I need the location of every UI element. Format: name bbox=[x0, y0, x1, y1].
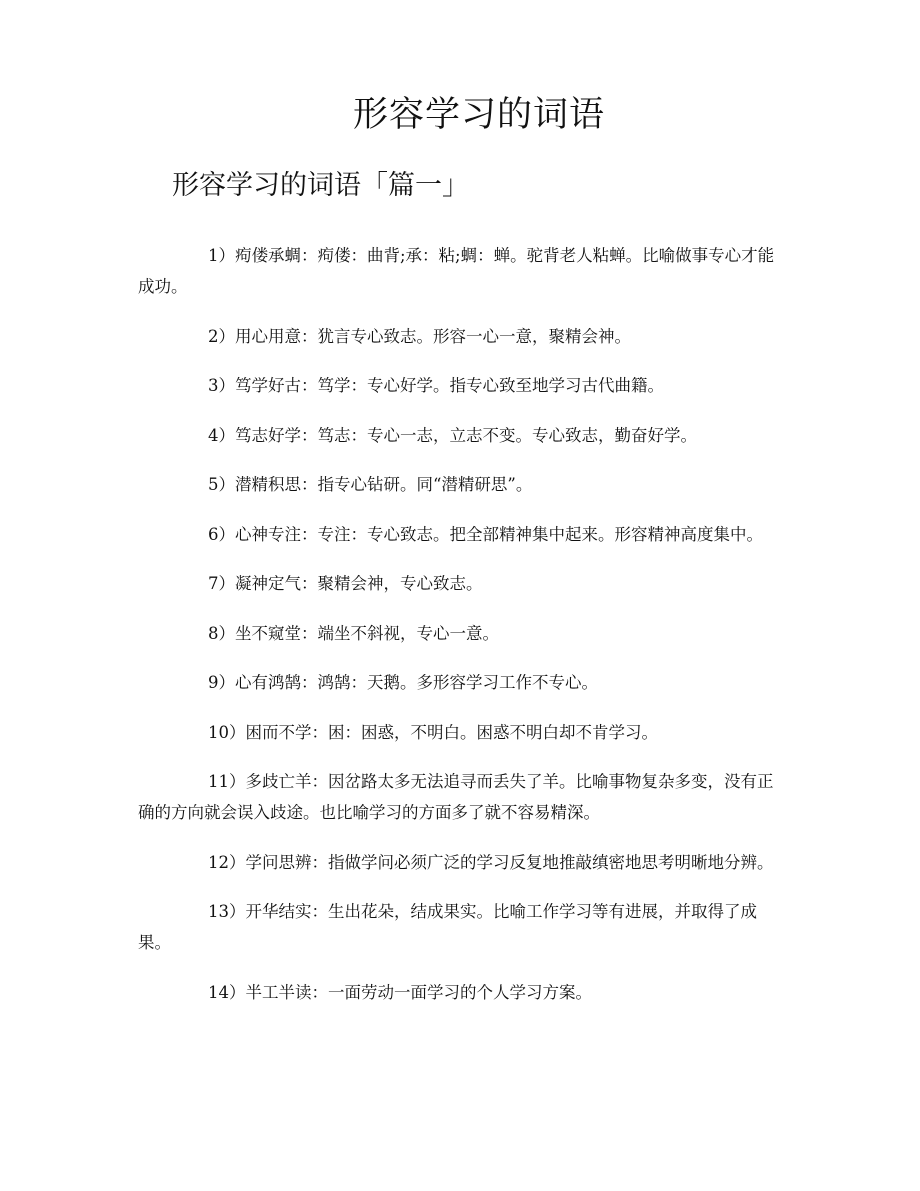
entry-number: 7） bbox=[208, 574, 235, 593]
entry-text: 半工半读：一面劳动一面学习的个人学习方案。 bbox=[245, 982, 592, 1002]
list-item bbox=[138, 977, 788, 1008]
entry-number: 1） bbox=[208, 246, 235, 265]
entry-text: 用心用意：犹言专心致志。形容一心一意，聚精会神。 bbox=[235, 326, 631, 346]
entry-number: 4） bbox=[208, 425, 235, 445]
entry-text: 学问思辨：指做学问必须广泛的学习反复地推敲缜密地思考明晰地分辨。 bbox=[245, 852, 774, 872]
entry-text: 笃志好学：笃志：专心一志，立志不变。专心致志，勤奋好学。 bbox=[235, 425, 697, 445]
entry-number: 14） bbox=[208, 982, 246, 1002]
document-title: 形容学习的词语 bbox=[352, 95, 605, 135]
entry-text: 痀偻承蜩：痀偻：曲背;承：粘;蜩：蝉。驼背老人粘蝉。比喻做事专心才能成功。 bbox=[138, 246, 775, 296]
entry-number: 5） bbox=[208, 475, 235, 494]
section-title: 形容学习的词语「篇一」 bbox=[172, 170, 469, 201]
list-item bbox=[138, 618, 788, 649]
entry-text: 坐不窥堂：端坐不斜视，专心一意。 bbox=[235, 623, 499, 643]
entry-list bbox=[138, 240, 788, 1026]
entry-number: 6） bbox=[208, 524, 235, 544]
entry-number: 10） bbox=[208, 722, 246, 742]
entry-number: 8） bbox=[208, 623, 235, 643]
list-item bbox=[138, 568, 788, 599]
entry-number: 3） bbox=[208, 376, 235, 395]
list-item bbox=[138, 420, 788, 451]
list-item bbox=[138, 321, 788, 352]
entry-text: 笃学好古：笃学：专心好学。指专心致至地学习古代曲籍。 bbox=[235, 376, 664, 395]
list-item bbox=[138, 370, 788, 401]
list-item bbox=[138, 717, 788, 748]
entry-number: 9） bbox=[208, 673, 235, 692]
list-item bbox=[138, 519, 788, 550]
list-item bbox=[138, 240, 788, 302]
entry-text: 心有鸿鹄：鸿鹄：天鹅。多形容学习工作不专心。 bbox=[235, 673, 598, 692]
entry-text: 多歧亡羊：因岔路太多无法追寻而丢失了羊。比喻事物复杂多变，没有正确的方向就会误入歧途。也比喻学习的方面多了就不容易精深。 bbox=[138, 772, 774, 822]
entry-number: 2） bbox=[208, 326, 235, 346]
entry-number: 11） bbox=[208, 772, 246, 791]
list-item bbox=[138, 667, 788, 698]
entry-text: 心神专注：专注：专心致志。把全部精神集中起来。形容精神高度集中。 bbox=[235, 524, 763, 544]
entry-text: 潜精积思：指专心钻研。同“潜精研思”。 bbox=[235, 475, 533, 494]
entry-number: 13） bbox=[208, 902, 246, 921]
entry-text: 凝神定气：聚精会神，专心致志。 bbox=[235, 574, 483, 593]
list-item bbox=[138, 766, 788, 828]
entry-number: 12） bbox=[208, 852, 246, 872]
list-item bbox=[138, 847, 788, 878]
entry-text: 开华结实：生出花朵，结成果实。比喻工作学习等有进展，并取得了成果。 bbox=[138, 902, 757, 952]
list-item bbox=[138, 896, 788, 958]
list-item bbox=[138, 469, 788, 500]
entry-text: 困而不学：困：困惑，不明白。困惑不明白却不肯学习。 bbox=[245, 722, 658, 742]
